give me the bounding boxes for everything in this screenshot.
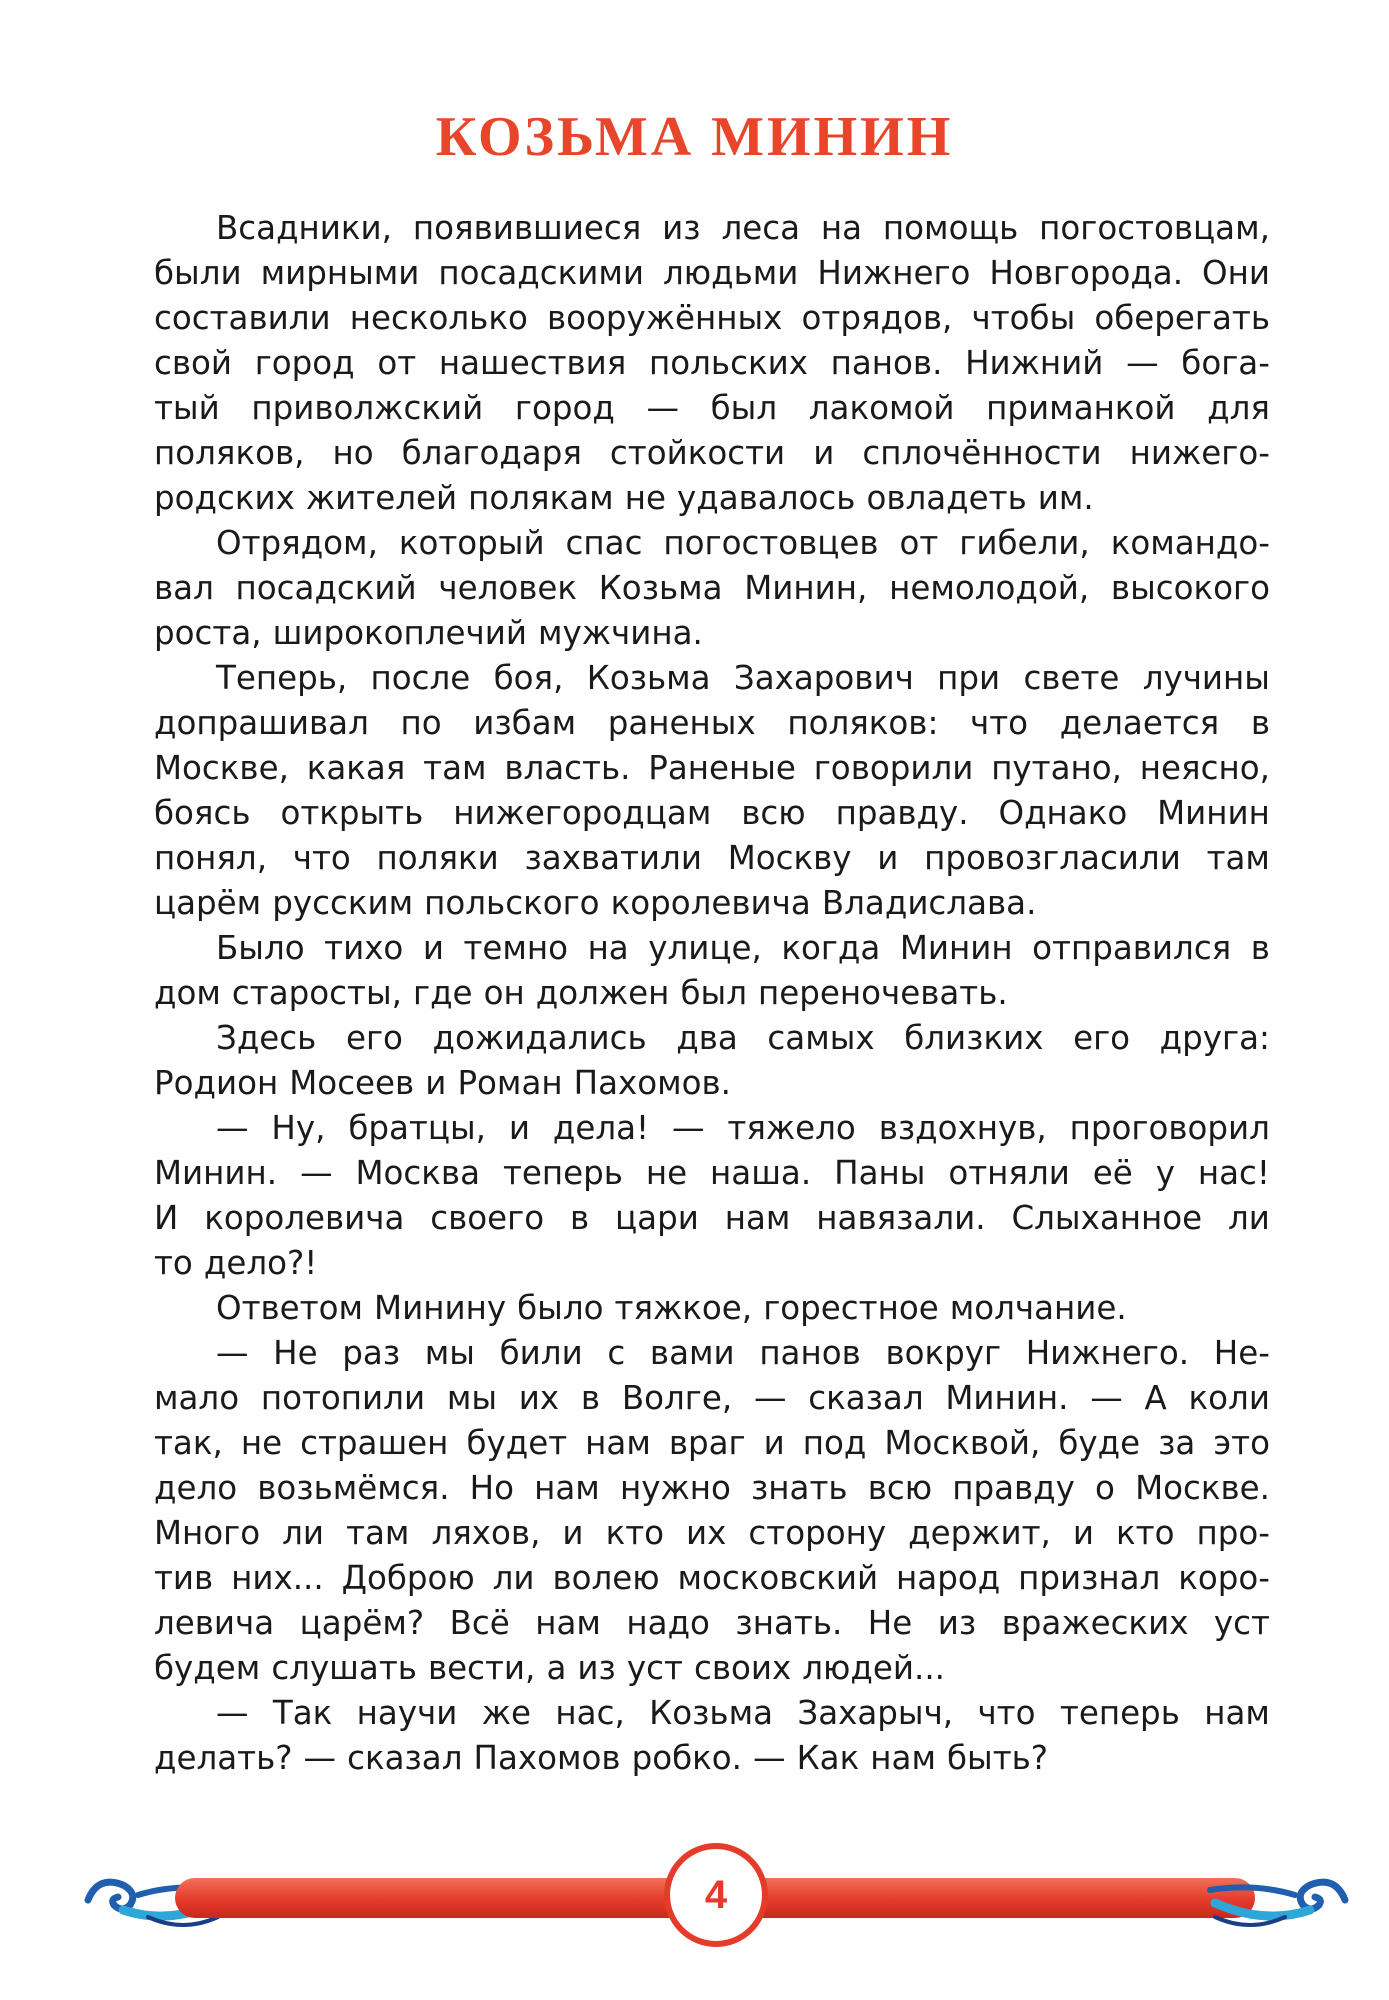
- text-line: мало потопили мы их в Волге, — сказал Минин. — А коли: [154, 1379, 1270, 1417]
- text-line: делать? — сказал Пахомов робко. — Как нам быть?: [154, 1739, 1049, 1777]
- text-line: Теперь, после боя, Козьма Захарович при свете лучины: [216, 659, 1270, 697]
- text-line: Москве, какая там власть. Раненые говорили путано, неясно,: [154, 749, 1270, 787]
- text-line: были мирными посадскими людьми Нижнего Новгорода. Они: [154, 254, 1270, 292]
- text-line: — Так научи же нас, Козьма Захарыч, что теперь нам: [216, 1694, 1270, 1732]
- text-line: вал посадский человек Козьма Минин, немолодой, высокого: [154, 569, 1270, 607]
- text-line: тив них... Доброю ли волею московский народ признал коро-: [154, 1559, 1270, 1597]
- text-line: Родион Мосеев и Роман Пахомов.: [154, 1064, 732, 1102]
- text-line: тый приволжский город — был лакомой приманкой для: [154, 389, 1270, 427]
- text-line: Много ли там ляхов, и кто их сторону держит, и кто про-: [154, 1514, 1270, 1552]
- text-line: так, не страшен будет нам враг и под Москвой, буде за это: [154, 1424, 1270, 1462]
- footer-ornament: [0, 1840, 1389, 1950]
- text-line: будем слушать вести, а из уст своих людей...: [154, 1649, 945, 1687]
- text-line: дом старосты, где он должен был переночевать.: [154, 974, 1008, 1012]
- text-line: составили несколько вооружённых отрядов, чтобы оберегать: [154, 299, 1270, 337]
- right-scroll-ornament-icon: [1205, 1855, 1355, 1935]
- page-title: КОЗЬМА МИНИН: [435, 106, 954, 168]
- text-line: царём русским польского королевича Владислава.: [154, 884, 1037, 922]
- page-number: 4: [664, 1843, 768, 1947]
- text-line: Всадники, появившиеся из леса на помощь погостовцам,: [216, 209, 1270, 247]
- text-line: то дело?!: [154, 1244, 318, 1282]
- text-line: Отрядом, который спас погостовцев от гибели, командо-: [216, 524, 1270, 562]
- text-line: свой город от нашествия польских панов. Нижний — бога-: [154, 344, 1270, 382]
- text-line: — Ну, братцы, и дела! — тяжело вздохнув, проговорил: [216, 1109, 1270, 1147]
- body-text: [154, 206, 1270, 1781]
- text-line: родских жителей полякам не удавалось овладеть им.: [154, 479, 1094, 517]
- text-line: боясь открыть нижегородцам всю правду. Однако Минин: [154, 794, 1270, 832]
- text-line: дело возьмёмся. Но нам нужно знать всю правду о Москве.: [154, 1469, 1270, 1507]
- text-line: — Не раз мы били с вами панов вокруг Нижнего. Не-: [216, 1334, 1270, 1372]
- text-line: допрашивал по избам раненых поляков: что делается в: [154, 704, 1270, 742]
- text-line: И королевича своего в цари нам навязали. Слыханное ли: [154, 1199, 1270, 1237]
- text-line: Здесь его дожидались два самых близких его друга:: [216, 1019, 1270, 1057]
- text-line: Ответом Минину было тяжкое, горестное молчание.: [216, 1289, 1127, 1327]
- text-line: поляков, но благодаря стойкости и сплочённости нижего-: [154, 434, 1270, 472]
- text-line: левича царём? Всё нам надо знать. Не из вражеских уст: [154, 1604, 1270, 1642]
- text-line: Минин. — Москва теперь не наша. Паны отняли её у нас!: [154, 1154, 1270, 1192]
- text-line: понял, что поляки захватили Москву и провозгласили там: [154, 839, 1270, 877]
- text-line: Было тихо и темно на улице, когда Минин отправился в: [216, 929, 1270, 967]
- text-line: роста, широкоплечий мужчина.: [154, 614, 703, 652]
